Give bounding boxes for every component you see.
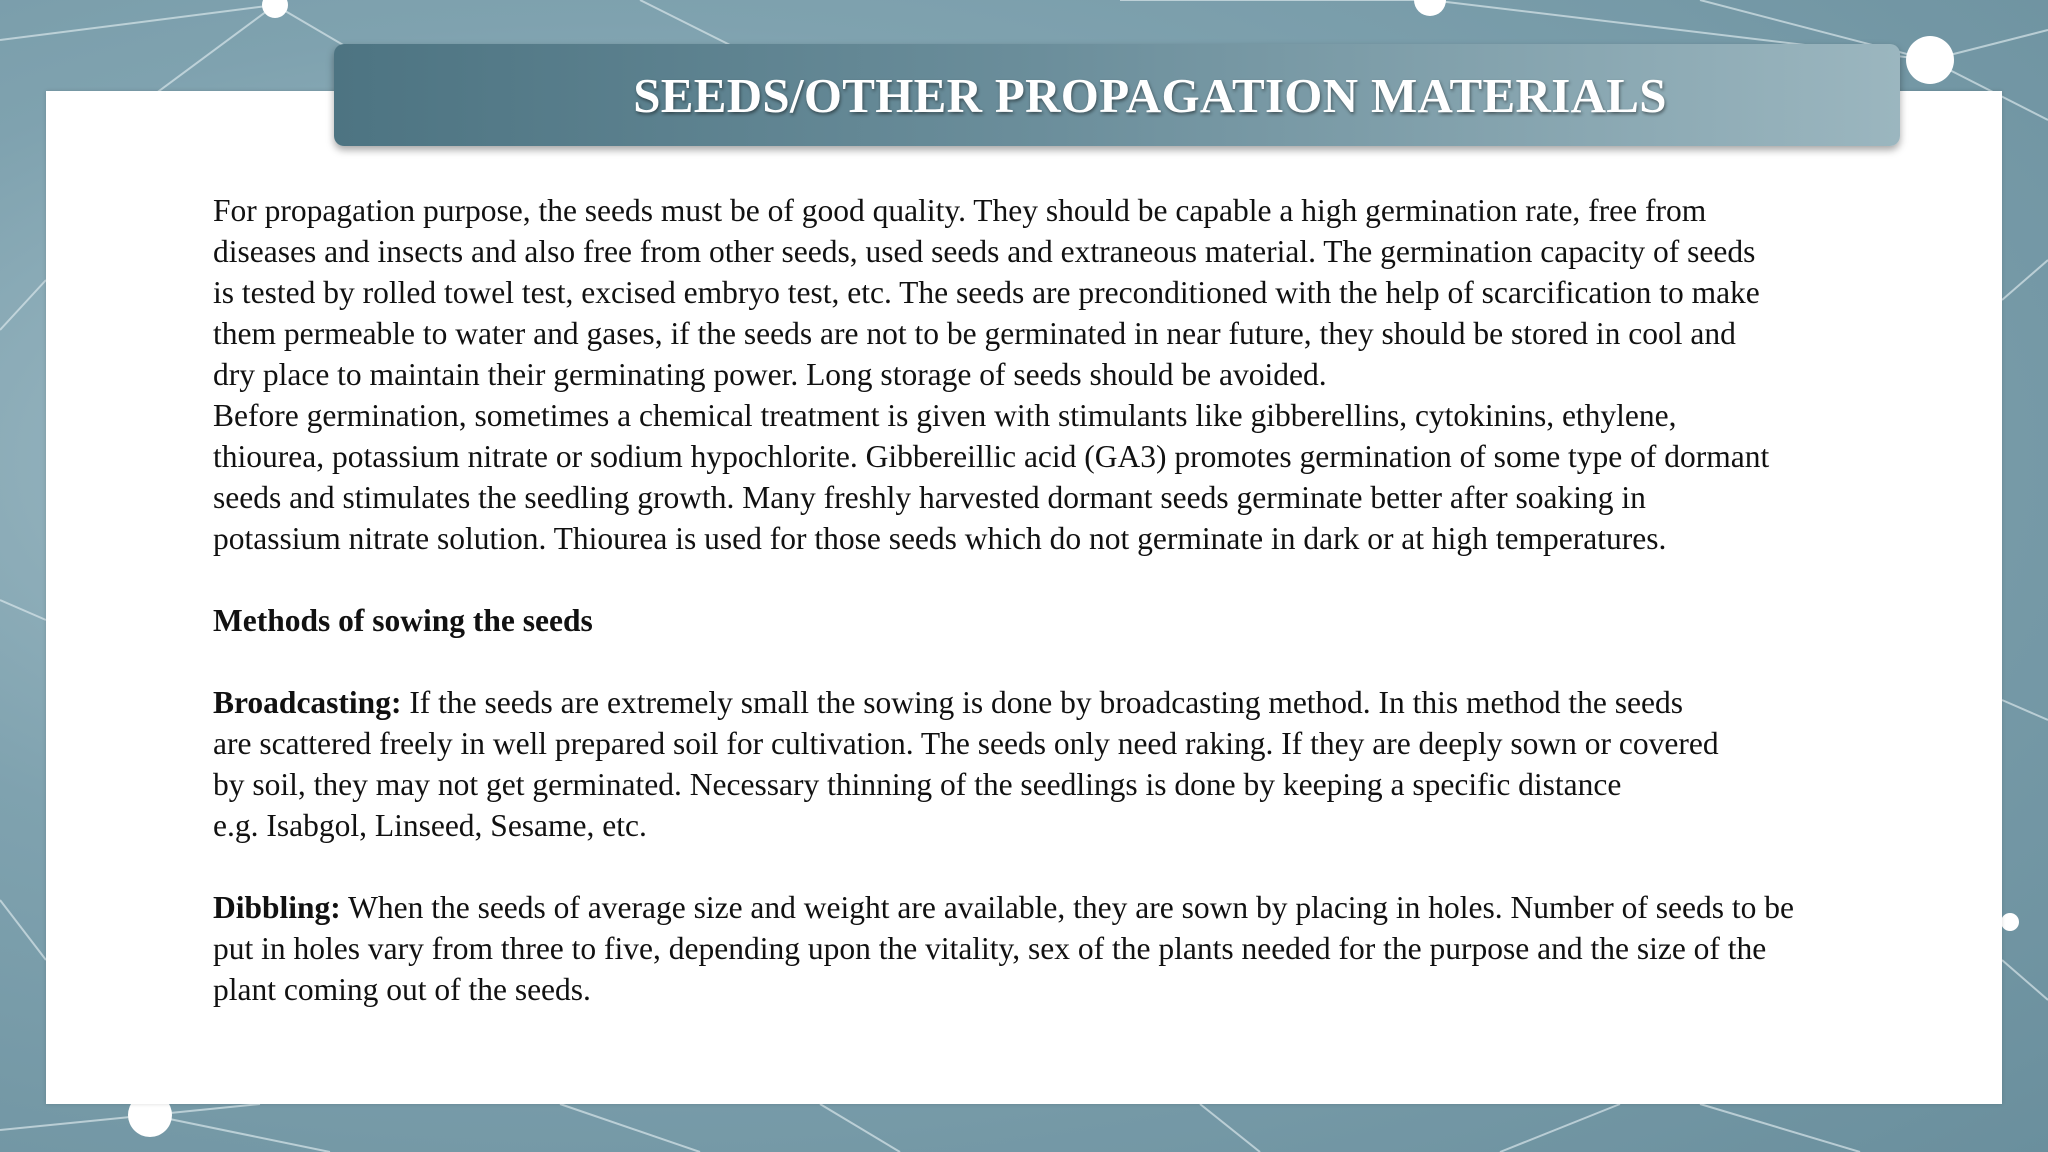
text-line: seeds and stimulates the seedling growth. Many freshly harvested dormant seeds germinate better after soaking in xyxy=(213,480,1646,515)
slide-body xyxy=(213,190,1933,1010)
dibbling-label: Dibbling: xyxy=(213,890,341,925)
text-line: e.g. Isabgol, Linseed, Sesame, etc. xyxy=(213,808,647,843)
broadcasting-label: Broadcasting: xyxy=(213,685,402,720)
text-line: plant coming out of the seeds. xyxy=(213,972,591,1007)
dibbling-paragraph xyxy=(213,887,1933,1010)
broadcasting-paragraph xyxy=(213,682,1933,846)
text-line: by soil, they may not get germinated. Necessary thinning of the seedlings is done by keeping a specific distance xyxy=(213,767,1622,802)
title-banner xyxy=(334,44,1900,146)
text-line: For propagation purpose, the seeds must be of good quality. They should be capable a high germination rate, free from xyxy=(213,193,1707,228)
broadcasting-first-line: If the seeds are extremely small the sowing is done by broadcasting method. In this method the seeds xyxy=(401,685,1684,720)
text-line xyxy=(213,887,1933,928)
intro-paragraph xyxy=(213,190,1933,395)
text-line xyxy=(213,682,1933,723)
text-line: potassium nitrate solution. Thiourea is used for those seeds which do not germinate in dark or at high temperatures. xyxy=(213,521,1667,556)
text-line: are scattered freely in well prepared soil for cultivation. The seeds only need raking. If they are deeply sown or covered xyxy=(213,726,1719,761)
dibbling-first-line: When the seeds of average size and weight are available, they are sown by placing in holes. Number of seeds to be xyxy=(340,890,1794,925)
text-line: is tested by rolled towel test, excised embryo test, etc. The seeds are preconditioned with the help of scarcification to make xyxy=(213,275,1760,310)
text-line: them permeable to water and gases, if the seeds are not to be germinated in near future, they should be stored in cool and xyxy=(213,316,1736,351)
treatment-paragraph xyxy=(213,395,1933,559)
text-line: Before germination, sometimes a chemical treatment is given with stimulants like gibberellins, cytokinins, ethylene, xyxy=(213,398,1677,433)
text-line: put in holes vary from three to five, depending upon the vitality, sex of the plants needed for the purpose and the size of the xyxy=(213,931,1767,966)
text-line: thiourea, potassium nitrate or sodium hypochlorite. Gibbereillic acid (GA3) promotes germination of some type of dormant xyxy=(213,439,1770,474)
slide-title: SEEDS/OTHER PROPAGATION MATERIALS xyxy=(633,67,1667,123)
text-line: diseases and insects and also free from other seeds, used seeds and extraneous material. The germination capacity of seeds xyxy=(213,234,1756,269)
text-line: dry place to maintain their germinating power. Long storage of seeds should be avoided. xyxy=(213,357,1327,392)
methods-heading: Methods of sowing the seeds xyxy=(213,603,593,638)
